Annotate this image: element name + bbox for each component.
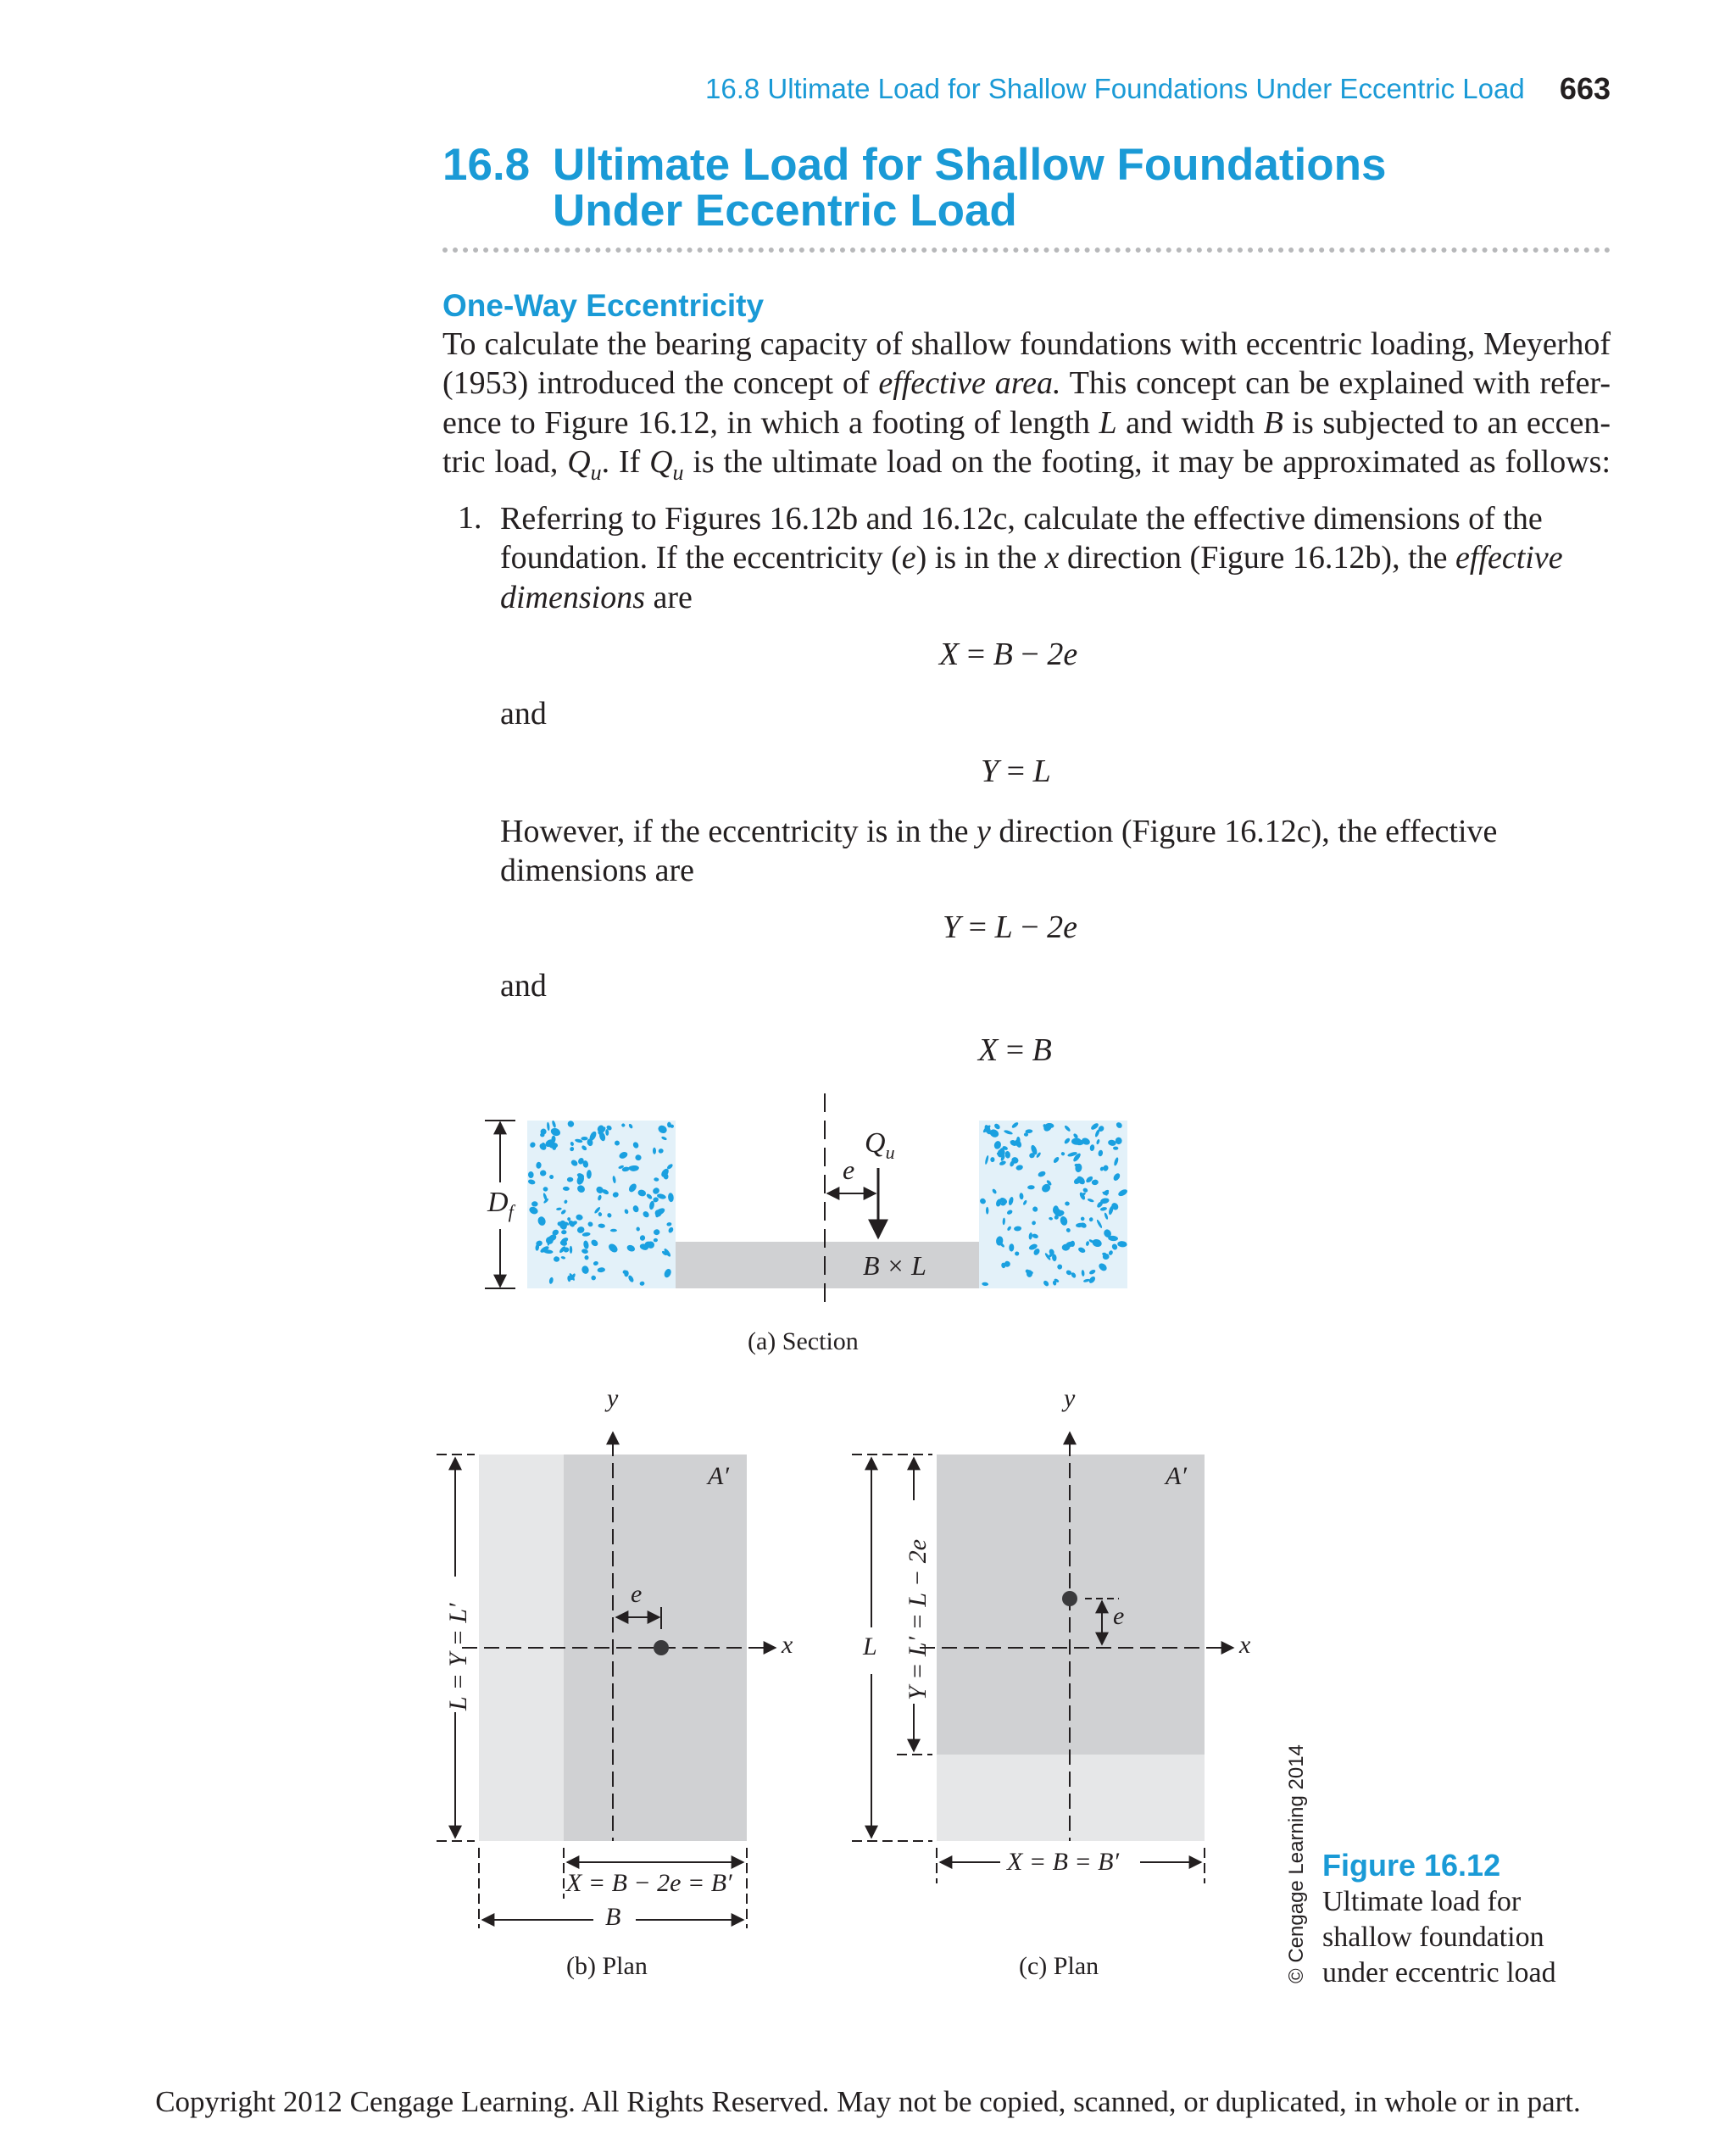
footing-label: B × L	[863, 1250, 926, 1281]
plan-c-left-dim-label: Y = L′ = L − 2e	[904, 1538, 932, 1700]
equation-y-l-2e: Y = L − 2e	[943, 909, 1078, 945]
caption-a: (a) Section	[748, 1327, 859, 1355]
section-title-line2: Under Eccentric Load	[553, 186, 1017, 236]
figure-credit: © Cengage Learning 2014	[1285, 1744, 1308, 1983]
df-label: $D_f$	[487, 1187, 514, 1222]
plan-c-width-label: X = B = B′	[1007, 1848, 1120, 1876]
plan-c-l-label: L	[863, 1632, 877, 1660]
and-text-2: and	[500, 968, 547, 1004]
soil-speck	[549, 1143, 559, 1149]
section-number: 16.8	[442, 140, 531, 190]
intro-line-4: tric load, $Q_u$. If $Q_u$ is the ultimate load on the footing, it may be approximated as follows:	[442, 444, 1611, 485]
page-number: 663	[1559, 71, 1611, 106]
intro-line-3: ence to Figure 16.12, in which a footing of length L and width B is subjected to an eccen-	[442, 404, 1611, 441]
plan-b-area-label: A′	[708, 1462, 729, 1490]
soil-speck	[610, 1229, 617, 1232]
caption-b: (b) Plan	[566, 1952, 648, 1980]
plan-c-load-point	[1062, 1591, 1077, 1606]
copyright-footer: Copyright 2012 Cengage Learning. All Rights Reserved. May not be copied, scanned, or duplicated, in whole or in part.	[155, 2085, 1581, 2118]
plan-b-load-point	[654, 1640, 669, 1655]
e-label-a: e	[843, 1154, 855, 1185]
and-text-1: and	[500, 696, 547, 731]
intro-line-2: (1953) introduced the concept of effective area. This concept can be explained with refer-	[442, 365, 1611, 402]
list-item-number: 1.	[458, 500, 482, 536]
footing-rect	[676, 1242, 979, 1288]
plan-b-left-dim-label: L = Y = L′	[444, 1603, 472, 1710]
list-line-3: dimensions are	[500, 579, 693, 615]
plan-b-x-label: x	[782, 1631, 793, 1659]
equation-x-b-2e: X = B − 2e	[939, 637, 1078, 672]
figure-caption-label: Figure 16.12	[1322, 1848, 1501, 1883]
caption-c: (c) Plan	[1019, 1952, 1099, 1980]
plan-c-y-label: y	[1064, 1384, 1076, 1412]
plan-b-y-label: y	[607, 1384, 619, 1412]
plan-b-e-label: e	[631, 1580, 643, 1608]
plan-c-x-label: x	[1239, 1631, 1251, 1659]
running-head-title: 16.8 Ultimate Load for Shallow Foundations Under Eccentric Load	[705, 73, 1525, 104]
list-line-1: Referring to Figures 16.12b and 16.12c, calculate the effective dimensions of the	[500, 501, 1543, 537]
soil-speck	[581, 1137, 587, 1140]
plan-b-effective-width-label: X = B − 2e = B′	[566, 1869, 732, 1897]
qu-label: $Q_u$	[865, 1127, 895, 1163]
panel-b-plan	[437, 1432, 776, 1928]
soil-speck	[1071, 1138, 1082, 1145]
intro-line-1: To calculate the bearing capacity of shallow foundations with eccentric loading, Meyerhof	[442, 326, 1611, 362]
list-line-2: foundation. If the eccentricity (e) is in the x direction (Figure 16.12b), the effective	[500, 540, 1563, 576]
equation-x-b: X = B	[978, 1032, 1052, 1068]
plan-c-area-label: A′	[1166, 1462, 1187, 1490]
equation-y-l: Y = L	[981, 754, 1051, 789]
plan-c-e-label: e	[1113, 1602, 1125, 1630]
panel-a-section	[485, 1093, 1128, 1310]
plan-b-width-label: B	[605, 1903, 621, 1931]
section-title-line1: Ultimate Load for Shallow Foundations	[553, 140, 1387, 190]
however-paragraph: However, if the eccentricity is in the y direction (Figure 16.12c), the effective dimensions are	[500, 814, 1498, 889]
subsection-title: One-Way Eccentricity	[442, 288, 765, 323]
figure-caption-text: Ultimate load for shallow foundation under eccentric load	[1322, 1886, 1556, 1988]
